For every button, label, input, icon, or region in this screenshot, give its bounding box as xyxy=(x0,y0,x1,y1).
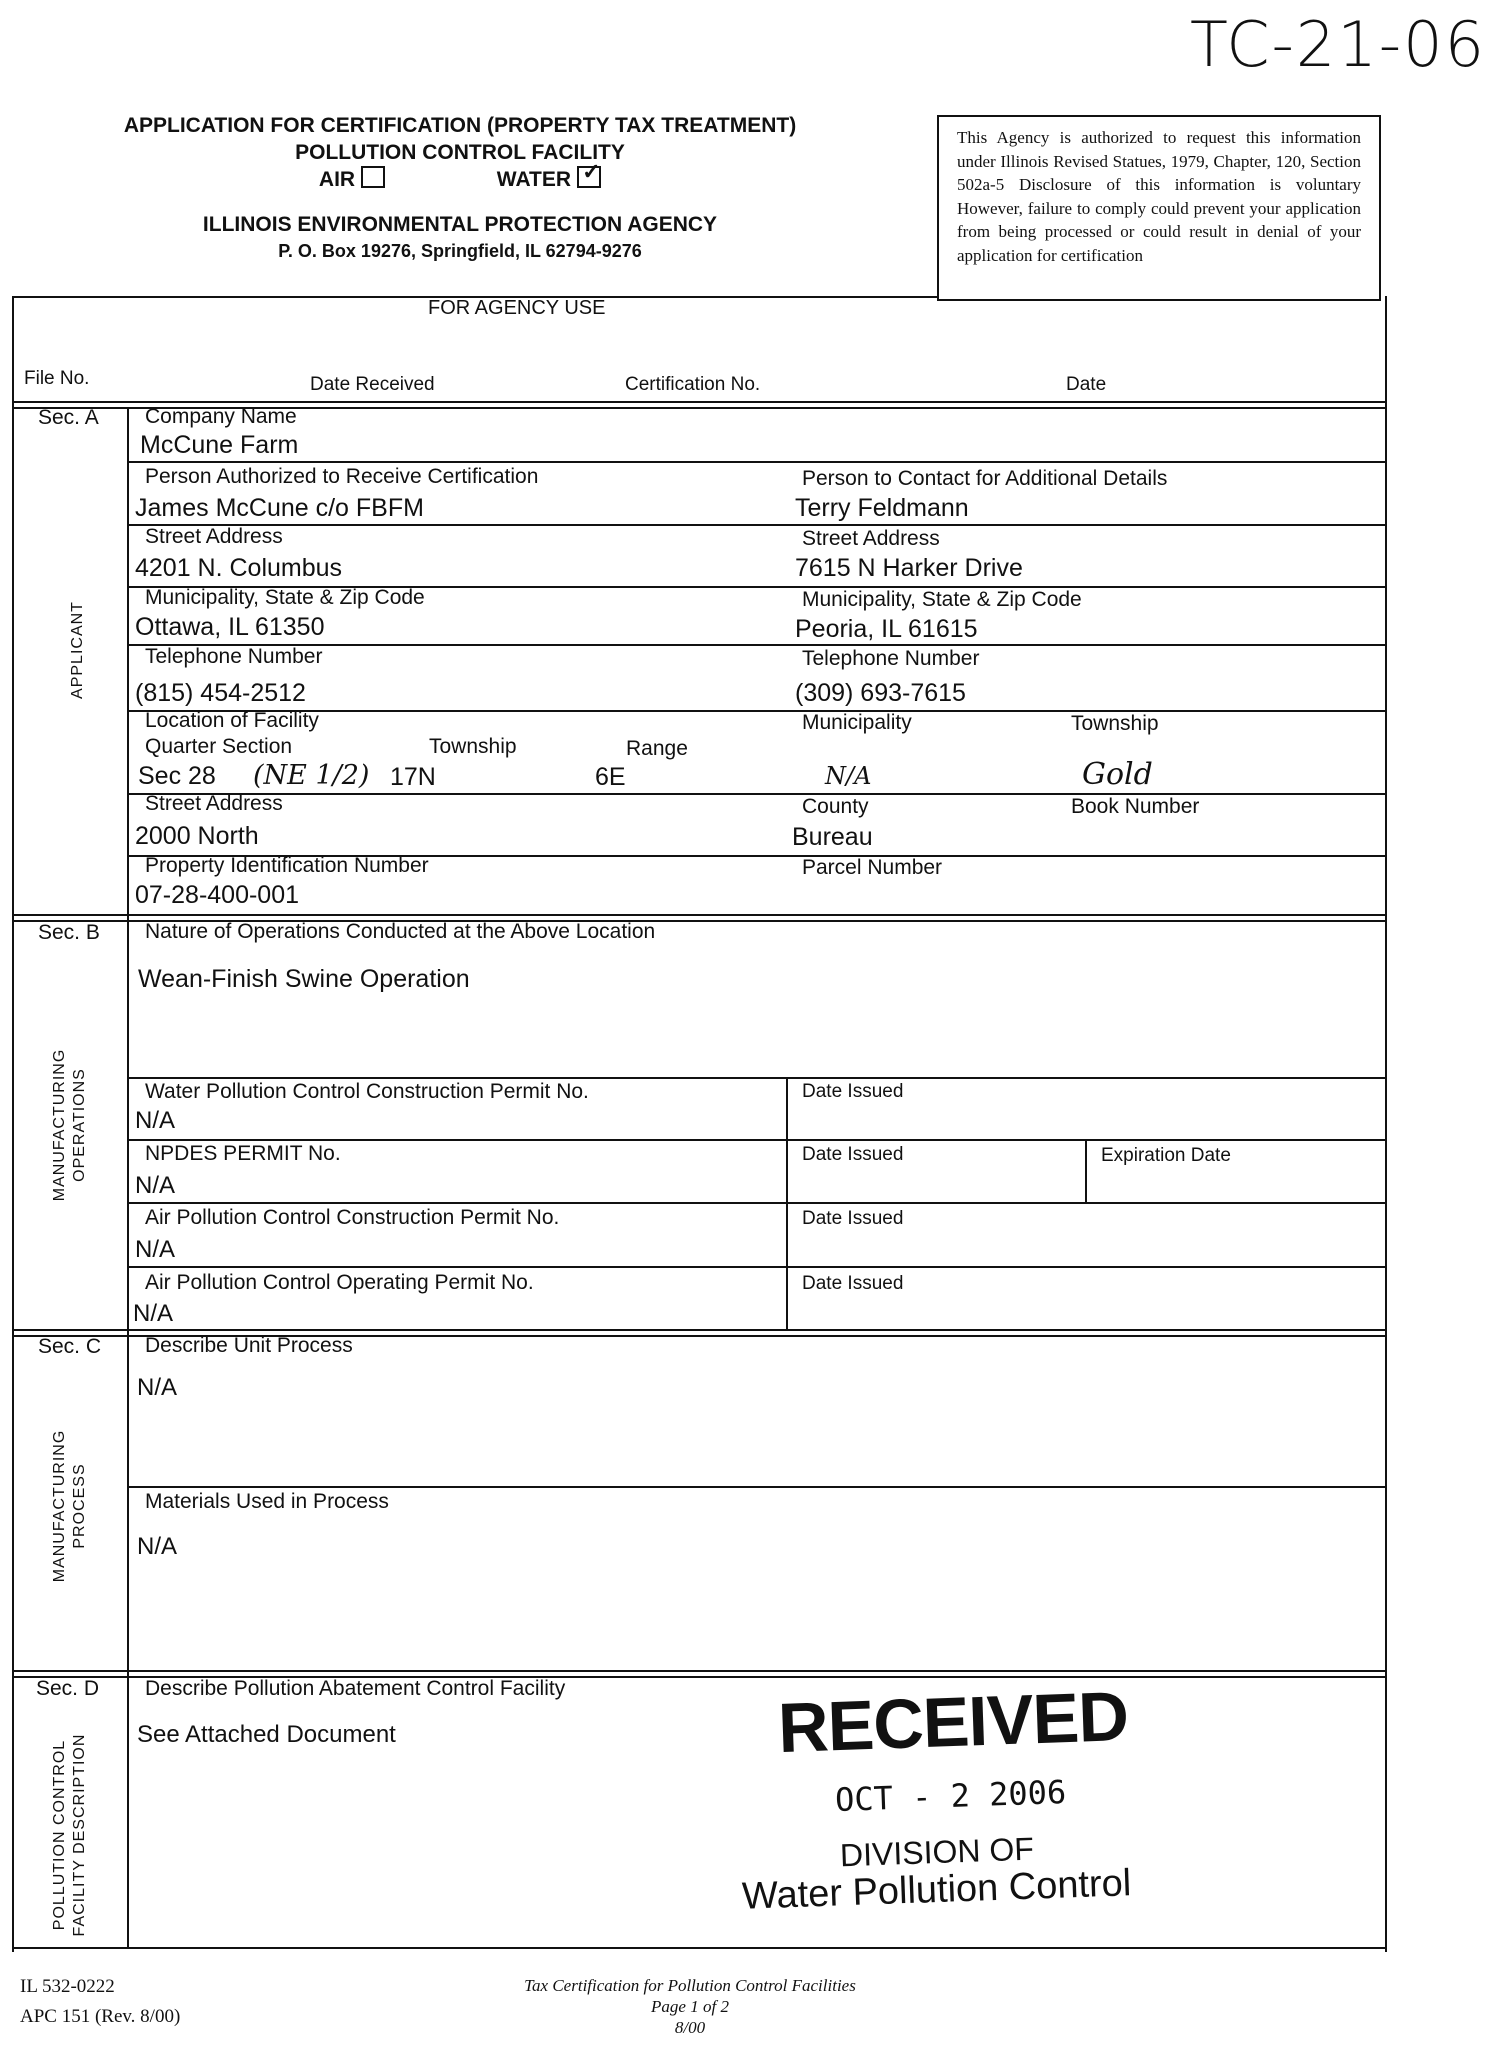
phone-right[interactable]: (309) 693-7615 xyxy=(795,679,966,707)
sec-d-label: Sec. D xyxy=(36,1677,100,1700)
apc-construction-date-label: Date Issued xyxy=(802,1208,904,1229)
nature-label: Nature of Operations Conducted at the Above Location xyxy=(145,920,656,943)
wpc-label: Water Pollution Control Construction Permit No. xyxy=(145,1080,589,1103)
pollution-abatement[interactable]: See Attached Document xyxy=(137,1721,396,1748)
stamp-division-name: Water Pollution Control xyxy=(741,1862,1132,1918)
phone-right-label: Telephone Number xyxy=(802,647,980,670)
npdes-label: NPDES PERMIT No. xyxy=(145,1142,341,1165)
range-label: Range xyxy=(626,737,688,760)
nature[interactable]: Wean-Finish Swine Operation xyxy=(138,965,470,993)
apc-operating-label: Air Pollution Control Operating Permit No. xyxy=(145,1271,534,1294)
form-subtitle: POLLUTION CONTROL FACILITY xyxy=(295,141,625,164)
muni-left-label: Municipality, State & Zip Code xyxy=(145,586,425,609)
stamp-division: DIVISION OF xyxy=(839,1830,1035,1874)
form-title: APPLICATION FOR CERTIFICATION (PROPERTY TAX TREATMENT) xyxy=(123,114,797,137)
expiration-label: Expiration Date xyxy=(1101,1145,1231,1166)
handwritten-id: TC-21-06 xyxy=(1190,8,1487,81)
muni-right[interactable]: Peoria, IL 61615 xyxy=(795,615,978,643)
page-number: Page 1 of 2 xyxy=(651,1997,729,2016)
npdes-date-label: Date Issued xyxy=(802,1144,904,1165)
facility-type-row xyxy=(60,159,860,193)
unit-process-label: Describe Unit Process xyxy=(145,1334,353,1357)
footer-title: Tax Certification for Pollution Control Facilities xyxy=(524,1976,856,1995)
wpc-permit[interactable]: N/A xyxy=(135,1107,176,1134)
agency-address: P. O. Box 19276, Springfield, IL 62794-9276 xyxy=(278,241,642,261)
apc-construction-label: Air Pollution Control Construction Permit No. xyxy=(145,1206,560,1229)
notice-text: This Agency is authorized to request this information under Illinois Revised Statues, 1979, Chapter, 120, Section 502a-5 Disclosure of this information is voluntary However, failure to comply could prevent your application from being processed or could result in denial of your application for certification xyxy=(957,128,1361,265)
person-contact-label: Person to Contact for Additional Details xyxy=(802,467,1168,490)
fac-street[interactable]: 2000 North xyxy=(135,822,259,850)
file-no-label: File No. xyxy=(24,368,90,389)
street-right[interactable]: 7615 N Harker Drive xyxy=(795,554,1023,582)
date-received-label: Date Received xyxy=(310,374,435,395)
fac-street-label: Street Address xyxy=(145,792,283,815)
company-name[interactable]: McCune Farm xyxy=(140,431,299,459)
muni-left[interactable]: Ottawa, IL 61350 xyxy=(135,613,325,641)
manufacturing-process-side-label: MANUFACTURING PROCESS xyxy=(51,1429,88,1583)
stamp-received: RECEIVED xyxy=(776,1676,1130,1768)
township-value[interactable]: 17N xyxy=(390,763,436,791)
footer-date: 8/00 xyxy=(674,2018,706,2037)
phone-left[interactable]: (815) 454-2512 xyxy=(135,679,306,707)
township2-label: Township xyxy=(1071,712,1159,735)
person-contact[interactable]: Terry Feldmann xyxy=(795,494,969,522)
county[interactable]: Bureau xyxy=(792,823,873,851)
municipality-handwritten[interactable]: N/A xyxy=(825,762,872,790)
muni-right-label: Municipality, State & Zip Code xyxy=(802,588,1082,611)
street-left-label: Street Address xyxy=(145,525,283,548)
form-header xyxy=(60,112,860,265)
range-value[interactable]: 6E xyxy=(595,763,626,791)
wpc-date-label: Date Issued xyxy=(802,1081,904,1102)
materials-label: Materials Used in Process xyxy=(145,1490,389,1513)
sec-c-label: Sec. C xyxy=(38,1335,102,1358)
agency-use-heading: FOR AGENCY USE xyxy=(428,297,606,319)
quarter-handwritten[interactable]: (NE 1/2) xyxy=(253,760,370,791)
air-label: AIR xyxy=(318,168,356,191)
apc-construction-permit[interactable]: N/A xyxy=(135,1236,176,1263)
township2-handwritten[interactable]: Gold xyxy=(1082,757,1153,792)
company-name-label: Company Name xyxy=(145,405,297,428)
apc-operating-permit[interactable]: N/A xyxy=(133,1300,174,1327)
municipality-label: Municipality xyxy=(802,711,912,734)
stamp-date: OCT - 2 2006 xyxy=(834,1772,1067,1820)
unit-process[interactable]: N/A xyxy=(137,1374,178,1401)
date-label: Date xyxy=(1066,374,1107,395)
person-auth-label: Person Authorized to Receive Certification xyxy=(145,465,539,488)
water-checkbox[interactable] xyxy=(577,159,601,188)
person-auth[interactable]: James McCune c/o FBFM xyxy=(135,494,424,522)
sec-a-label: Sec. A xyxy=(38,406,99,429)
applicant-side-label: APPLICANT xyxy=(69,601,86,699)
quarter-value[interactable]: Sec 28 xyxy=(138,762,216,790)
footer-center xyxy=(390,1975,990,2038)
parcel-label: Parcel Number xyxy=(802,856,943,879)
apc-operating-date-label: Date Issued xyxy=(802,1273,904,1294)
materials[interactable]: N/A xyxy=(137,1533,178,1560)
pollution-abatement-label: Describe Pollution Abatement Control Facility xyxy=(145,1677,566,1700)
township-label: Township xyxy=(429,735,517,758)
street-left[interactable]: 4201 N. Columbus xyxy=(135,554,343,582)
footer-form-id xyxy=(20,1972,180,2032)
phone-left-label: Telephone Number xyxy=(145,645,323,668)
manufacturing-operations-side-label: MANUFACTURING OPERATIONS xyxy=(51,1048,88,1202)
form-number: IL 532-0222 xyxy=(20,1976,115,1997)
pin-label: Property Identification Number xyxy=(145,854,429,877)
water-label: WATER xyxy=(496,168,572,191)
notice-box xyxy=(937,115,1381,301)
check-icon: ✓ xyxy=(582,159,601,184)
certification-no-label: Certification No. xyxy=(625,374,761,395)
pollution-control-side-label: POLLUTION CONTROL FACILITY DESCRIPTION xyxy=(51,1733,88,1937)
pin[interactable]: 07-28-400-001 xyxy=(135,881,300,909)
sec-b-label: Sec. B xyxy=(38,921,100,944)
air-checkbox[interactable] xyxy=(361,166,385,188)
county-label: County xyxy=(802,795,869,818)
street-right-label: Street Address xyxy=(802,527,940,550)
quarter-label: Quarter Section xyxy=(145,735,293,758)
agency-name: ILLINOIS ENVIRONMENTAL PROTECTION AGENCY xyxy=(202,213,718,236)
location-label: Location of Facility xyxy=(145,709,319,732)
book-label: Book Number xyxy=(1071,795,1200,818)
npdes-permit[interactable]: N/A xyxy=(135,1172,176,1199)
form-revision: APC 151 (Rev. 8/00) xyxy=(20,2006,181,2027)
received-stamp xyxy=(740,1672,1160,1932)
